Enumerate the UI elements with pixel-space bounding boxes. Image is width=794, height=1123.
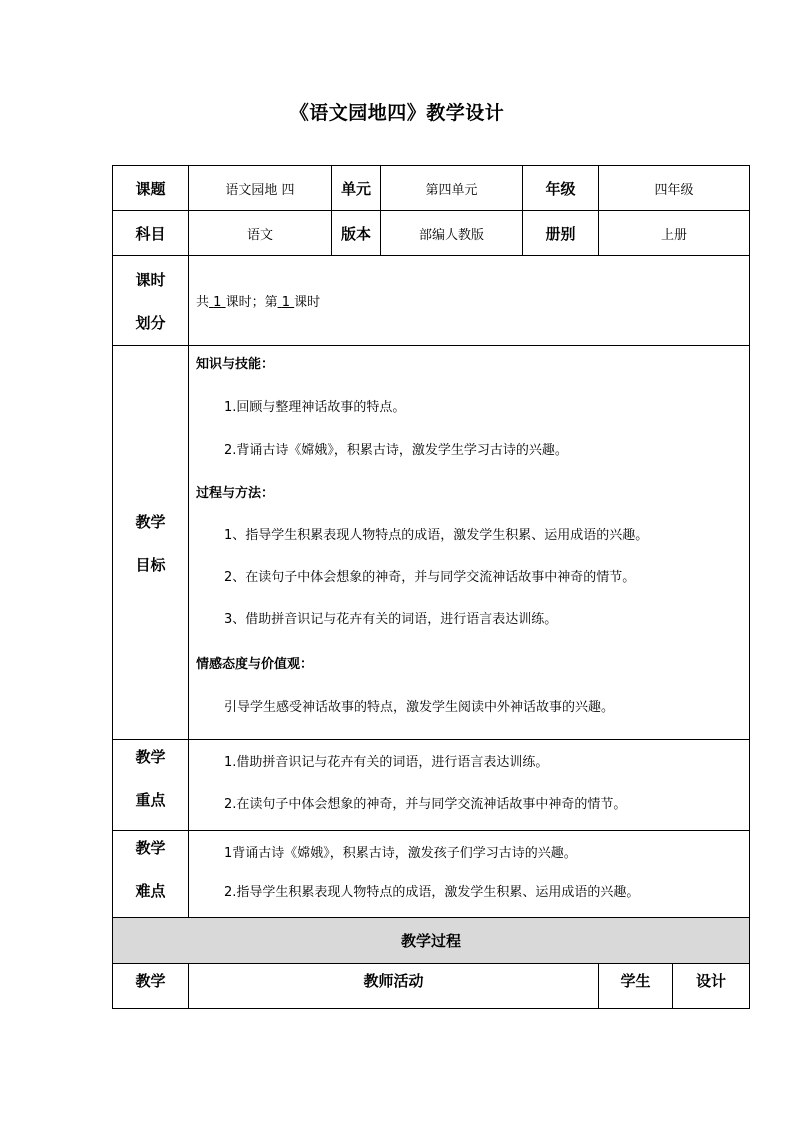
process-heading: 过程与方法： bbox=[196, 486, 275, 501]
process-item-1: 1、指导学生积累表现人物特点的成语，激发学生积累、运用成语的兴趣。 bbox=[224, 528, 649, 543]
key-point-item-1: 1.借助拼音识记与花卉有关的词语，进行语言表达训练。 bbox=[224, 755, 549, 770]
schedule-label-2: 划分 bbox=[135, 313, 166, 332]
schedule-total: 1 bbox=[213, 295, 222, 310]
schedule-row bbox=[113, 256, 750, 346]
unit-value: 第四单元 bbox=[381, 166, 523, 211]
schedule-label-cell bbox=[113, 256, 189, 346]
topic-label: 课题 bbox=[113, 166, 189, 211]
volume-label: 册别 bbox=[523, 211, 599, 256]
difficulty-item-2: 2.指导学生积累表现人物特点的成语，激发学生积累、运用成语的兴趣。 bbox=[224, 885, 640, 900]
process-item-2: 2、在读句子中体会想象的神奇，并与同学交流神话故事中神奇的情节。 bbox=[224, 570, 636, 585]
process-item-3: 3、借助拼音识记与花卉有关的词语，进行语言表达训练。 bbox=[224, 612, 558, 627]
difficulties-row bbox=[113, 831, 750, 918]
subject-label: 科目 bbox=[113, 211, 189, 256]
lesson-plan-table bbox=[112, 165, 750, 1009]
knowledge-item-2: 2.背诵古诗《嫦娥》，积累古诗，激发学生学习古诗的兴趣。 bbox=[224, 443, 568, 458]
difficulty-item-1: 1背诵古诗《嫦娥》，积累古诗，激发孩子们学习古诗的兴趣。 bbox=[224, 846, 577, 861]
objectives-label-1: 教学 bbox=[135, 512, 166, 531]
difficulties-label-1: 教学 bbox=[135, 839, 166, 857]
schedule-mid: 课时；第 bbox=[225, 295, 278, 310]
objectives-label-cell bbox=[113, 346, 189, 740]
schedule-value bbox=[189, 256, 750, 346]
info-row-2 bbox=[113, 211, 750, 256]
knowledge-item-1: 1.回顾与整理神话故事的特点。 bbox=[224, 400, 406, 415]
difficulties-label-cell bbox=[113, 831, 189, 918]
attitude-item-1: 引导学生感受神话故事的特点，激发学生阅读中外神话故事的兴趣。 bbox=[224, 700, 615, 715]
col-student: 学生 bbox=[599, 964, 673, 1009]
topic-value: 语文园地 四 bbox=[189, 166, 332, 211]
key-points-label-cell bbox=[113, 740, 189, 831]
process-section-heading: 教学过程 bbox=[113, 918, 750, 964]
col-teaching: 教学 bbox=[113, 964, 189, 1009]
unit-label: 单元 bbox=[332, 166, 381, 211]
process-columns-row bbox=[113, 964, 750, 1009]
difficulties-label-2: 难点 bbox=[135, 882, 166, 900]
edition-value: 部编人教版 bbox=[381, 211, 523, 256]
key-points-label-2: 重点 bbox=[135, 791, 166, 809]
edition-label: 版本 bbox=[332, 211, 381, 256]
difficulties-content bbox=[189, 831, 750, 918]
schedule-label-1: 课时 bbox=[135, 270, 166, 289]
objectives-label-2: 目标 bbox=[135, 555, 166, 574]
grade-label: 年级 bbox=[523, 166, 599, 211]
info-row-1 bbox=[113, 166, 750, 211]
volume-value: 上册 bbox=[599, 211, 750, 256]
process-section-header-row bbox=[113, 918, 750, 964]
schedule-prefix: 共 bbox=[196, 295, 210, 310]
grade-value: 四年级 bbox=[599, 166, 750, 211]
key-points-content bbox=[189, 740, 750, 831]
schedule-current: 1 bbox=[281, 295, 291, 310]
key-points-row bbox=[113, 740, 750, 831]
objectives-content bbox=[189, 346, 750, 740]
objectives-row bbox=[113, 346, 750, 740]
col-design: 设计 bbox=[673, 964, 750, 1009]
attitude-heading: 情感态度与价值观： bbox=[196, 657, 314, 672]
schedule-suffix: 课时 bbox=[294, 295, 321, 310]
knowledge-heading: 知识与技能： bbox=[196, 357, 275, 372]
document-title: 《语文园地四》教学设计 bbox=[289, 102, 505, 124]
key-points-label-1: 教学 bbox=[135, 748, 166, 766]
subject-value: 语文 bbox=[189, 211, 332, 256]
key-point-item-2: 2.在读句子中体会想象的神奇，并与同学交流神话故事中神奇的情节。 bbox=[224, 797, 627, 812]
col-teacher-activity: 教师活动 bbox=[189, 964, 599, 1009]
